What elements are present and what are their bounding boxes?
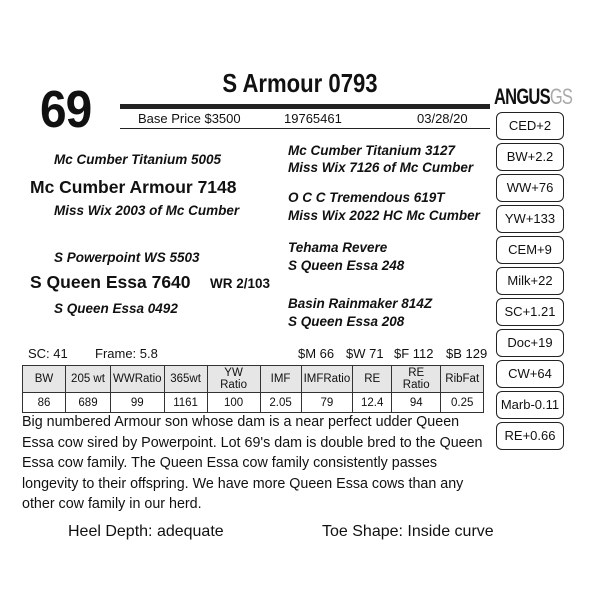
table-header-cell: 205 wt (66, 366, 111, 393)
table-cell: 99 (111, 393, 165, 413)
table-header-cell: WWRatio (111, 366, 165, 393)
pedigree-dam: S Queen Essa 7640 (30, 272, 191, 292)
index-f: $F 112 (394, 346, 434, 361)
epd-re: RE+0.66 (496, 422, 564, 450)
pedigree-dam-dam: S Queen Essa 0492 (54, 301, 178, 316)
pedigree-sire-dam: Miss Wix 2003 of Mc Cumber (54, 203, 240, 218)
epd-cem: CEM+9 (496, 236, 564, 264)
pedigree-ds-dam: S Queen Essa 248 (288, 258, 405, 273)
epd-marb: Marb-0.11 (496, 391, 564, 419)
table-cell: 689 (66, 393, 111, 413)
index-w: $W 71 (346, 346, 384, 361)
table-cell: 0.25 (441, 393, 484, 413)
pedigree-ss-sire: Mc Cumber Titanium 3127 (288, 143, 456, 158)
epd-doc: Doc+19 (496, 329, 564, 357)
pedigree-sd-sire: O C C Tremendous 619T (288, 190, 445, 205)
pedigree-sire: Mc Cumber Armour 7148 (30, 177, 237, 197)
angus-logo (494, 84, 572, 110)
birth-date: 03/28/20 (417, 111, 468, 126)
table-header-row (23, 366, 484, 393)
angus-logo-text: ANGUS (494, 84, 550, 109)
pedigree-dam-sire: S Powerpoint WS 5503 (54, 250, 200, 265)
performance-table (22, 365, 484, 413)
pedigree-dd-dam: S Queen Essa 208 (288, 314, 405, 329)
table-header-cell: BW (23, 366, 66, 393)
epd-yw: YW+133 (496, 205, 564, 233)
index-m: $M 66 (298, 346, 335, 361)
table-cell: 12.4 (353, 393, 392, 413)
table-header-cell: IMFRatio (301, 366, 353, 393)
epd-bw: BW+2.2 (496, 143, 564, 171)
table-cell: 79 (301, 393, 353, 413)
frame-score: Frame: 5.8 (95, 346, 158, 361)
scrotal-circumference: SC: 41 (28, 346, 68, 361)
table-header-cell: RE Ratio (392, 366, 441, 393)
table-cell: 86 (23, 393, 66, 413)
table-row (23, 393, 484, 413)
header-underline (120, 128, 490, 129)
table-cell: 100 (207, 393, 260, 413)
heel-depth: Heel Depth: adequate (68, 523, 224, 540)
epd-milk: Milk+22 (496, 267, 564, 295)
angus-logo-suffix: GS (549, 84, 573, 109)
epd-ced: CED+2 (496, 112, 564, 140)
pedigree-ds-sire: Tehama Revere (288, 240, 388, 255)
table-cell: 1161 (164, 393, 207, 413)
header-rule (120, 104, 490, 109)
table-header-cell: RE (353, 366, 392, 393)
pedigree-sire-sire: Mc Cumber Titanium 5005 (54, 152, 222, 167)
index-b: $B 129 (446, 346, 488, 361)
lot-number: 69 (40, 81, 92, 139)
table-header-cell: RibFat (441, 366, 484, 393)
table-cell: 2.05 (260, 393, 301, 413)
pedigree-ss-dam: Miss Wix 7126 of Mc Cumber (288, 160, 474, 175)
animal-name: S Armour 0793 (222, 68, 378, 98)
epd-ww: WW+76 (496, 174, 564, 202)
dam-weaning-ratio: WR 2/103 (210, 276, 271, 291)
table-cell: 94 (392, 393, 441, 413)
base-price: Base Price $3500 (138, 111, 241, 126)
table-header-cell: 365wt (164, 366, 207, 393)
table-header-cell: IMF (260, 366, 301, 393)
toe-shape: Toe Shape: Inside curve (322, 523, 494, 540)
pedigree-dd-sire: Basin Rainmaker 814Z (288, 296, 433, 311)
description: Big numbered Armour son whose dam is a near perfect udder Queen Essa cow sired by Powerpoint. Lot 69's dam is double bred to the Queen Essa cow family. The Queen Essa cow family consistently passes longevity to their offspring. We have more Queen Essa cows than any other cow family in our herd. (22, 414, 483, 512)
epd-sc: SC+1.21 (496, 298, 564, 326)
epd-cw: CW+64 (496, 360, 564, 388)
registration-number: 19765461 (284, 111, 342, 126)
pedigree-sd-dam: Miss Wix 2022 HC Mc Cumber (288, 208, 480, 223)
table-header-cell: YW Ratio (207, 366, 260, 393)
